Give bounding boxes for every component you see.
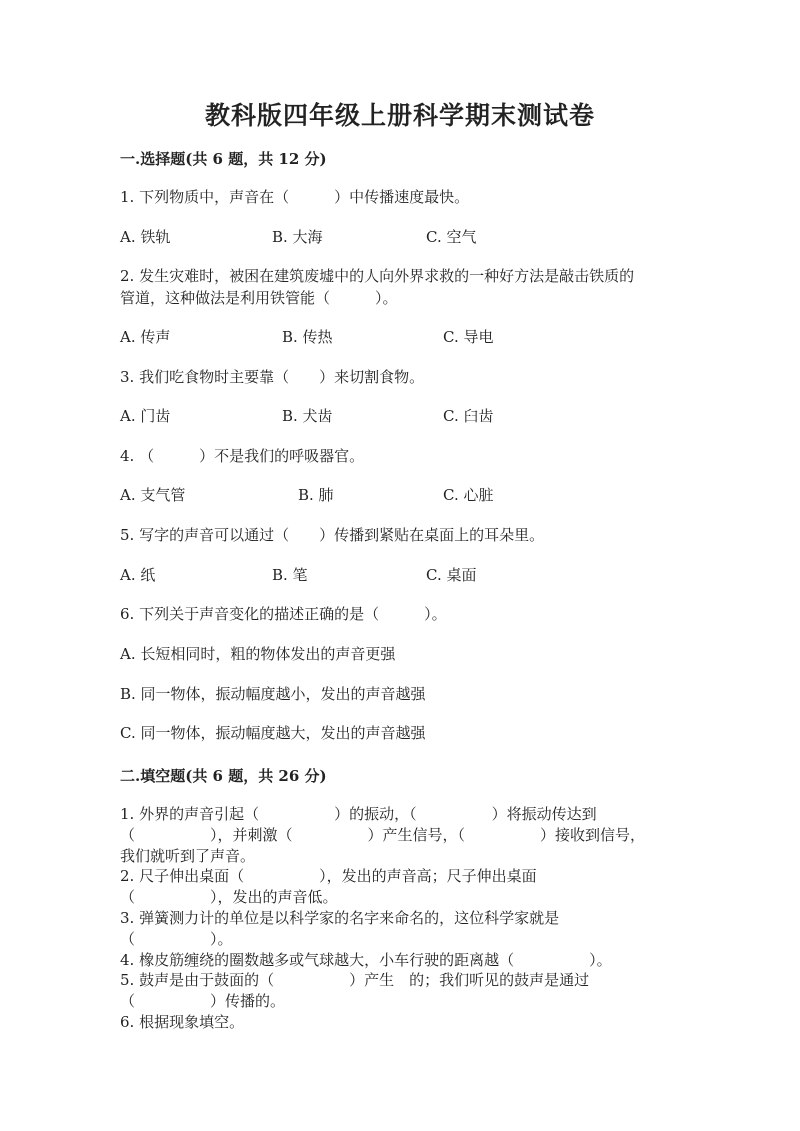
fill-blank-line: （ ），并刺激（ ）产生信号，（ ）接收到信号，	[120, 826, 646, 844]
section-heading-choice: 一.选择题(共 6 题，共 12 分)	[120, 150, 327, 168]
question-6-option-c: C. 同一物体，振动幅度越大，发出的声音越强	[120, 724, 426, 742]
question-2-option-c: C. 导电	[443, 328, 494, 346]
question-5-stem: 5. 写字的声音可以通过（ ）传播到紧贴在桌面上的耳朵里。	[120, 526, 545, 544]
section-heading-fill-blank: 二.填空题(共 6 题，共 26 分)	[120, 767, 327, 785]
question-4-option-b: B. 肺	[298, 486, 334, 504]
page-title: 教科版四年级上册科学期末测试卷	[204, 101, 595, 130]
question-5-option-b: B. 笔	[272, 566, 308, 584]
fill-blank-line: 我们就听到了声音。	[120, 847, 256, 865]
question-1-option-b: B. 大海	[272, 228, 323, 246]
question-3-stem: 3. 我们吃食物时主要靠（ ）来切割食物。	[120, 368, 425, 386]
fill-blank-line: 6. 根据现象填空。	[120, 1013, 245, 1031]
fill-blank-line: （ ）传播的。	[120, 992, 286, 1010]
fill-blank-line: 3. 弹簧测力计的单位是以科学家的名字来命名的，这位科学家就是	[120, 909, 560, 927]
question-5-option-a: A. 纸	[120, 566, 156, 584]
question-2-stem-line-2: 管道，这种做法是利用铁管能（ ）。	[120, 289, 398, 307]
question-3-option-b: B. 犬齿	[282, 407, 333, 425]
question-6-option-b: B. 同一物体，振动幅度越小，发出的声音越强	[120, 685, 426, 703]
question-4-option-a: A. 支气管	[120, 486, 186, 504]
question-1-option-c: C. 空气	[426, 228, 477, 246]
fill-blank-line: 4. 橡皮筋缠绕的圈数越多或气球越大，小车行驶的距离越（ ）。	[120, 951, 612, 969]
question-1-option-a: A. 铁轨	[120, 228, 171, 246]
fill-blank-line: （ ），发出的声音低。	[120, 888, 338, 906]
question-3-option-a: A. 门齿	[120, 407, 171, 425]
question-2-option-a: A. 传声	[120, 328, 171, 346]
question-6-option-a: A. 长短相同时，粗的物体发出的声音更强	[120, 645, 396, 663]
fill-blank-line: 1. 外界的声音引起（ ）的振动，（ ）将振动传达到	[120, 805, 597, 823]
question-5-option-c: C. 桌面	[426, 566, 477, 584]
fill-blank-line: （ ）。	[120, 930, 233, 948]
question-3-option-c: C. 臼齿	[443, 407, 494, 425]
fill-blank-line: 2. 尺子伸出桌面（ ），发出的声音高；尺子伸出桌面	[120, 867, 537, 885]
question-6-stem: 6. 下列关于声音变化的描述正确的是（ ）。	[120, 605, 447, 623]
question-2-stem-line-1: 2. 发生灾难时，被困在建筑废墟中的人向外界求救的一种好方法是敲击铁质的	[120, 267, 635, 285]
question-4-option-c: C. 心脏	[443, 486, 494, 504]
fill-blank-line: 5. 鼓声是由于鼓面的（ ）产生 的；我们听见的鼓声是通过	[120, 971, 590, 989]
question-4-stem: 4. （ ）不是我们的呼吸器官。	[120, 447, 365, 465]
question-1-stem: 1. 下列物质中，声音在（ ）中传播速度最快。	[120, 188, 470, 206]
question-2-option-b: B. 传热	[282, 328, 333, 346]
